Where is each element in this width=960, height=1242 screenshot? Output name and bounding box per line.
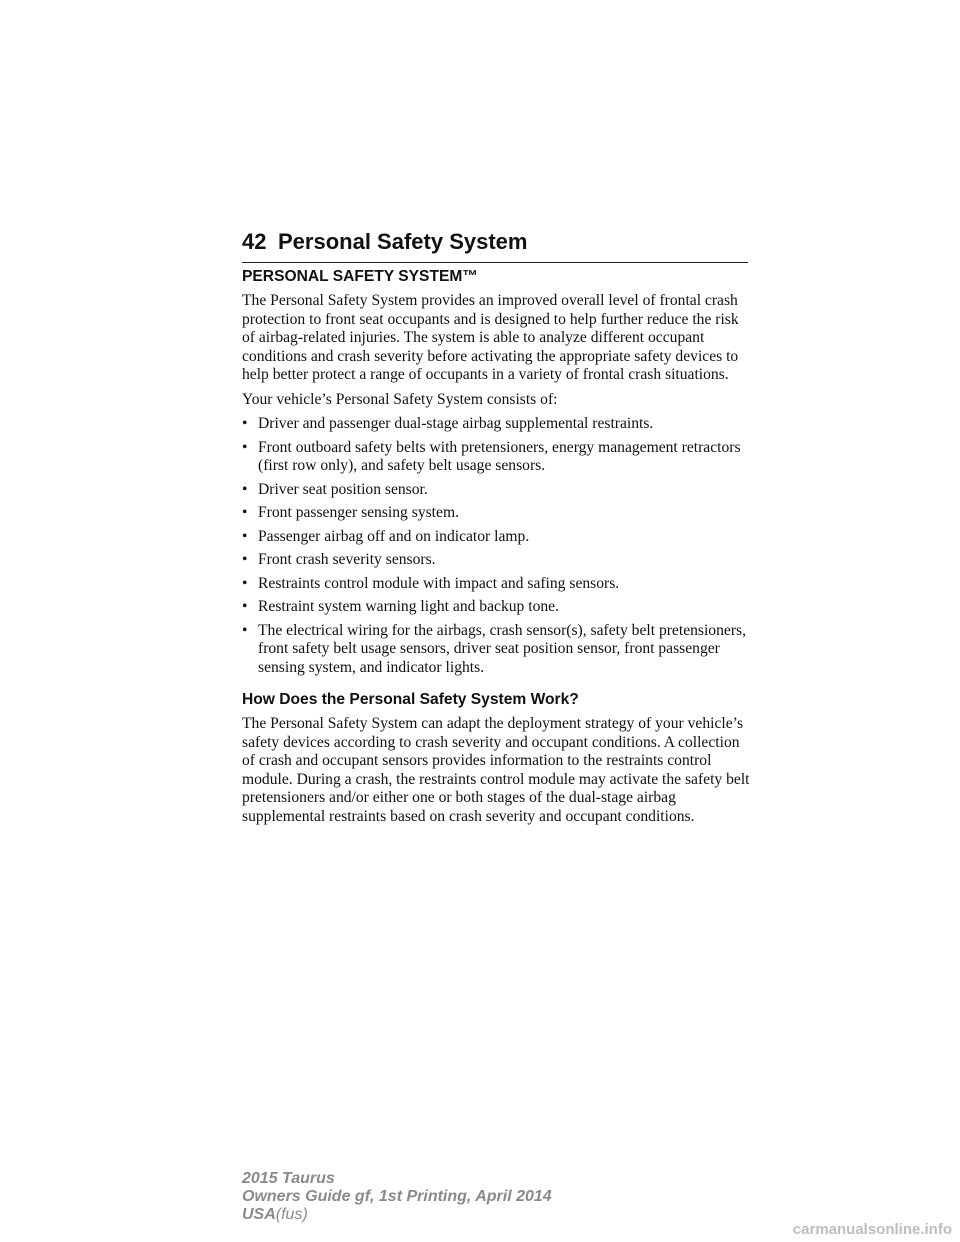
bullet-icon: • — [242, 504, 248, 521]
list-item — [242, 598, 752, 617]
list-item — [242, 439, 752, 476]
list-item-text: Restraints control module with impact and safing sensors. — [258, 574, 620, 592]
footer-line-region — [242, 1206, 552, 1224]
bullet-icon: • — [242, 551, 248, 568]
list-item — [242, 575, 752, 594]
list-item-text: Front crash severity sensors. — [258, 551, 436, 568]
footer-line-model: 2015 Taurus — [242, 1170, 335, 1187]
footer-region: USA — [242, 1206, 276, 1223]
footer-region-code: (fus) — [275, 1206, 308, 1223]
list-item — [242, 622, 752, 678]
list-intro: Your vehicle’s Personal Safety System consists of: — [242, 390, 558, 408]
list-item-text: Restraint system warning light and backup tone. — [258, 598, 559, 615]
footer-line-edition: Owners Guide gf, 1st Printing, April 2014 — [242, 1188, 552, 1205]
subsection-heading: How Does the Personal Safety System Work? — [242, 691, 579, 708]
bullet-icon: • — [242, 527, 248, 545]
intro-paragraph: The Personal Safety System provides an improved overall level of frontal crash protection to front seat occupants and is designed to help further reduce the risk of airbag-related injuries. The system is able to analyze different occupant conditions and crash severity before activating the appropriate safety devices to help better protect a range of occupants in a variety of frontal crash situations. — [242, 292, 739, 383]
bullet-icon: • — [242, 574, 248, 592]
list-item-text: Passenger airbag off and on indicator lamp. — [258, 527, 530, 545]
page-footer — [242, 1170, 552, 1224]
watermark: carmanualsonline.info — [792, 1221, 952, 1238]
list-item — [242, 551, 752, 570]
body-paragraph: The Personal Safety System can adapt the deployment strategy of your vehicle’s safety devices according to crash severity and occupant conditions. A collection of crash and occupant sensors provides information to the restraints control module. During a crash, the restraints control module may activate the safety belt pretensioners and/or either one or both stages of the dual-stage airbag supplemental restraints based on crash severity and occupant conditions. — [242, 715, 750, 825]
list-item-text: Driver seat position sensor. — [258, 480, 428, 498]
list-item — [242, 481, 752, 500]
bullet-icon: • — [242, 598, 248, 615]
section-heading: PERSONAL SAFETY SYSTEM™ — [242, 268, 478, 285]
list-item — [242, 528, 752, 547]
page-header — [242, 228, 748, 263]
list-item-text: Driver and passenger dual-stage airbag supplemental restraints. — [258, 415, 654, 432]
main-content — [242, 268, 752, 832]
list-item — [242, 415, 752, 434]
list-item-text: The electrical wiring for the airbags, crash sensor(s), safety belt pretensioners, front safety belt usage sensors, driver seat position sensor, front passenger sensing system, and indicator lights. — [258, 621, 746, 676]
bullet-icon: • — [242, 415, 248, 432]
section-title: Personal Safety System — [278, 229, 528, 254]
bullet-icon: • — [242, 438, 248, 456]
list-item-text: Front passenger sensing system. — [258, 504, 459, 521]
bullet-icon: • — [242, 621, 248, 639]
page-number: 42 — [242, 229, 267, 254]
list-item-text: Front outboard safety belts with pretensioners, energy management retractors (first row only), and safety belt usage sensors. — [258, 438, 741, 474]
components-list — [242, 415, 752, 677]
list-item — [242, 504, 752, 523]
bullet-icon: • — [242, 480, 248, 498]
